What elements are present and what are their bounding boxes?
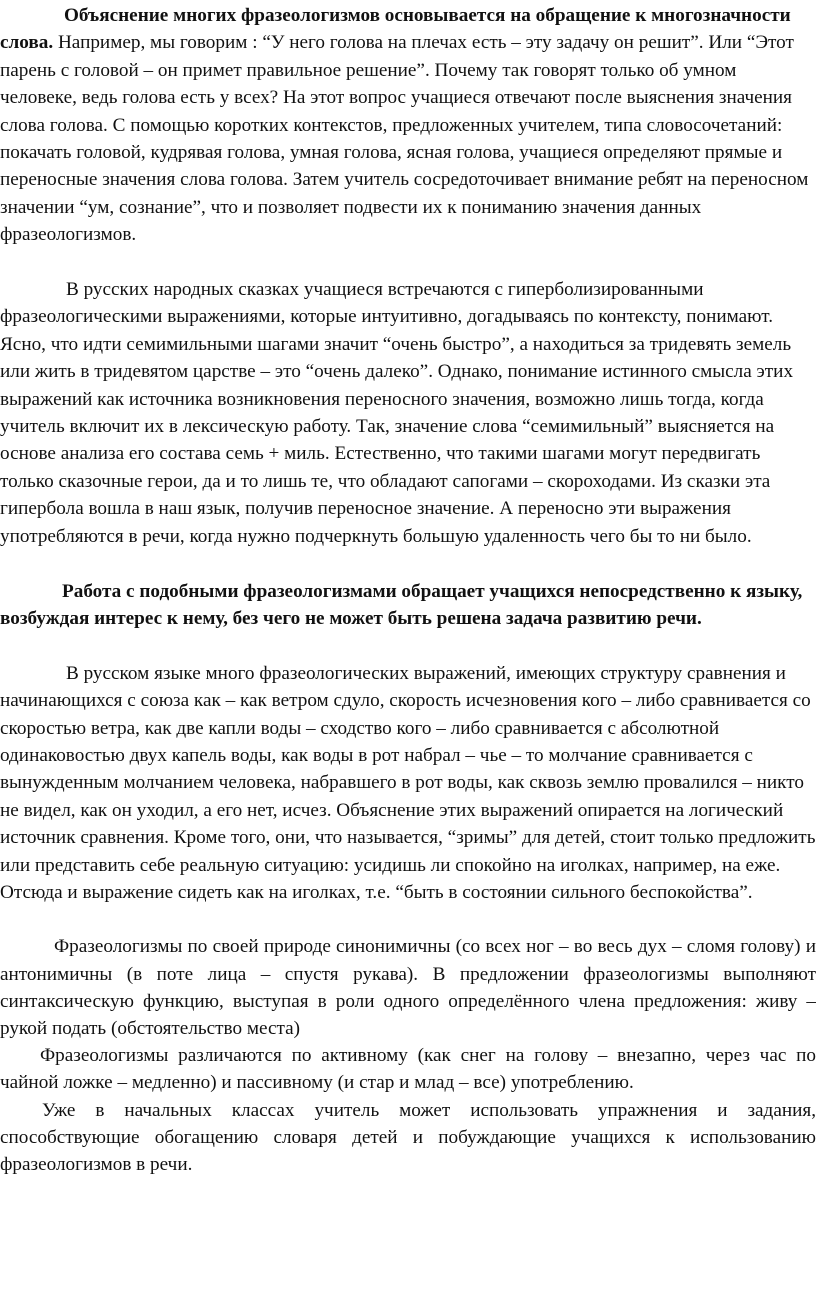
- paragraph-2: В русских народных сказках учащиеся встречаются с гиперболизированными фразеологическими выражениями, которые интуитивно, догадываясь по контексту, понимают. Ясно, что идти семимильными шагами значит “очень быстро”, а находиться за тридевять земель или жить в тридевятом царстве – это “очень далеко”. Однако, понимание истинного смысла этих выражений как источника возникновения переносного значения, возможно лишь тогда, когда учитель включит их в лексическую работу. Так, значение слова “семимильный” выясняется на основе анализа его состава семь + миль. Естественно, что такими шагами могут передвигать только сказочные герои, да и то лишь те, что обладают сапогами – скороходами. Из сказки эта гипербола вошла в наш язык, получив переносное значение. А переносно эти выражения употребляются в речи, когда нужно подчеркнуть большую удаленность чего бы то ни было.: [0, 279, 794, 547]
- paragraph-spacer: [0, 249, 816, 276]
- paragraph-4: В русском языке много фразеологических выражений, имеющих структуру сравнения и начинающихся с союза как – как ветром сдуло, скорость исчезновения кого – либо сравнивается со скоростью ветра, как две капли воды – сходство кого – либо сравнивается с абсолютной одинаковостью двух капель воды, как воды в рот набрал – чье – то молчание сравнивается с вынужденным молчанием человека, набравшего в рот воды, как сквозь землю провалился – никто не видел, как он уходил, а его нет, исчез. Объяснение этих выражений опирается на логический источник сравнения. Кроме того, они, что называется, “зримы” для детей, стоит только предложить или представить себе реальную ситуацию: усидишь ли спокойно на иголках, например, на еже. Отсюда и выражение сидеть как на иголках, т.е. “быть в состоянии сильного беспокойства”.: [0, 662, 816, 903]
- paragraph-1: [0, 2, 816, 249]
- paragraph-spacer: [0, 550, 816, 577]
- paragraph-spacer: [0, 632, 816, 659]
- paragraph-3-bold: Работа с подобными фразеологизмами обращает учащихся непосредственно к языку, возбуждая интерес к нему, без чего не может быть решена задача развитию речи.: [0, 580, 803, 629]
- paragraph-5: Фразеологизмы по своей природе синонимичны (со всех ног – во весь дух – сломя голову) и антонимичны (в поте лица – спустя рукава). В предложении фразеологизмы выполняют синтаксическую функцию, выступая в роли одного определённого члена предложения: живу – рукой подать (обстоятельство места): [0, 936, 816, 1039]
- paragraph-6: Фразеологизмы различаются по активному (как снег на голову – внезапно, через час по чайной ложке – медленно) и пассивному (и стар и млад – все) употреблению.: [0, 1045, 816, 1094]
- paragraph-1-bold-lead: Объяснение многих фразеологизмов основывается на обращение к многозначности слова.: [0, 5, 791, 54]
- paragraph-spacer: [0, 906, 816, 933]
- paragraph-7: Уже в начальных классах учитель может использовать упражнения и задания, способствующие обогащению словаря детей и побуждающие учащихся к использованию фразеологизмов в речи.: [0, 1099, 816, 1175]
- paragraph-1-text: Например, мы говорим : “У него голова на плечах есть – эту задачу он решит”. Или “Этот парень с головой – он примет правильное решение”. Почему так говорят только об умном человеке, ведь голова есть у всех? На этот вопрос учащиеся отвечают после выяснения значения слова голова. С помощью коротких контекстов, предложенных учителем, типа словосочетаний: покачать головой, кудрявая голова, умная голова, ясная голова, учащиеся определяют прямые и переносные значения слова голова. Затем учитель сосредоточивает внимание ребят на переносном значении “ум, сознание”, что и позволяет подвести их к пониманию значения данных фразеологизмов.: [0, 32, 809, 246]
